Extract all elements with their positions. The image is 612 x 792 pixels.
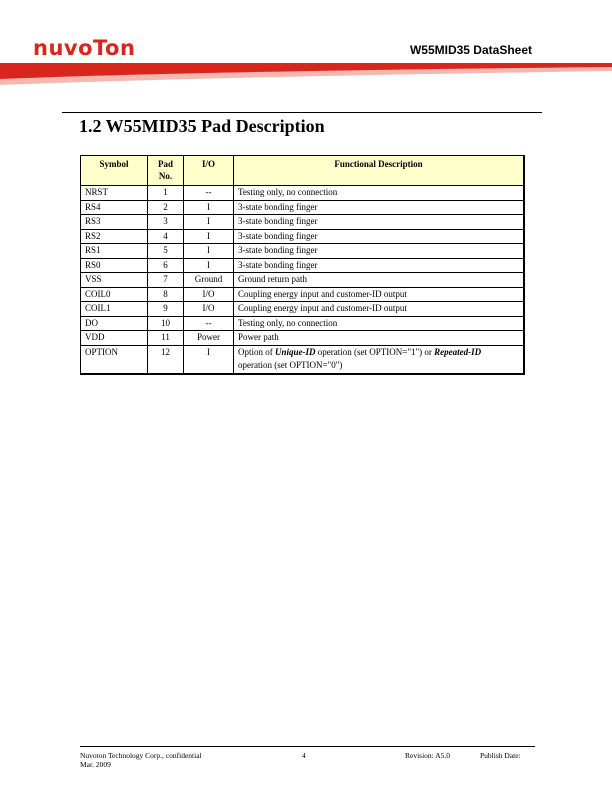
desc-repeated-id: Repeated-ID <box>434 346 482 357</box>
cell-symbol: VDD <box>81 331 148 346</box>
table-row <box>81 229 525 244</box>
cell-symbol: RS3 <box>81 215 148 230</box>
cell-symbol: RS4 <box>81 200 148 215</box>
header-pad-line1: Pad <box>157 159 173 169</box>
cell-description: Ground return path <box>234 273 525 288</box>
table-row-option <box>81 345 525 374</box>
cell-symbol: DO <box>81 316 148 331</box>
table-row <box>81 331 525 346</box>
cell-description: Power path <box>234 331 525 346</box>
table-header-row <box>81 156 525 186</box>
table-row <box>81 244 525 259</box>
footer-date: Mar. 2009 <box>80 760 111 769</box>
cell-pad: 2 <box>148 200 184 215</box>
desc-unique-id: Unique-ID <box>275 346 316 357</box>
table-row <box>81 302 525 317</box>
footer-company: Nuvoton Technology Corp., confidential <box>80 751 202 760</box>
cell-pad: 12 <box>148 345 184 374</box>
cell-io: I <box>184 215 234 230</box>
cell-symbol: RS0 <box>81 258 148 273</box>
cell-pad: 7 <box>148 273 184 288</box>
cell-description: Coupling energy input and customer-ID output <box>234 287 525 302</box>
cell-io: I/O <box>184 302 234 317</box>
cell-symbol: VSS <box>81 273 148 288</box>
header-symbol: Symbol <box>81 156 148 186</box>
footer-publish-date: Publish Date: <box>480 751 521 760</box>
header-pad-line2: No. <box>158 171 173 181</box>
cell-pad: 3 <box>148 215 184 230</box>
table-row <box>81 287 525 302</box>
desc-text-1: Option of <box>238 346 275 357</box>
cell-pad: 5 <box>148 244 184 259</box>
cell-description: 3-state bonding finger <box>234 244 525 259</box>
cell-pad: 6 <box>148 258 184 273</box>
cell-io: I <box>184 258 234 273</box>
cell-description <box>234 345 525 374</box>
cell-io: Ground <box>184 273 234 288</box>
pad-description-table <box>80 155 525 375</box>
table-row <box>81 215 525 230</box>
nuvoton-logo: nuvoTon <box>33 36 136 60</box>
table-row <box>81 186 525 201</box>
cell-symbol: NRST <box>81 186 148 201</box>
cell-io: I <box>184 345 234 374</box>
cell-pad: 8 <box>148 287 184 302</box>
table-row <box>81 200 525 215</box>
cell-description: 3-state bonding finger <box>234 258 525 273</box>
header-functional-description: Functional Description <box>234 156 525 186</box>
table-row <box>81 316 525 331</box>
cell-pad: 10 <box>148 316 184 331</box>
footer-page-number: 4 <box>302 751 306 760</box>
cell-io: I <box>184 200 234 215</box>
cell-io: I <box>184 229 234 244</box>
table-row <box>81 258 525 273</box>
section-rule <box>62 112 542 113</box>
cell-description: 3-state bonding finger <box>234 200 525 215</box>
desc-text-3: operation (set OPTION="0") <box>238 359 343 370</box>
cell-pad: 1 <box>148 186 184 201</box>
cell-io: -- <box>184 316 234 331</box>
cell-description: Testing only, no connection <box>234 316 525 331</box>
cell-symbol: COIL1 <box>81 302 148 317</box>
cell-description: Coupling energy input and customer-ID output <box>234 302 525 317</box>
table-body <box>81 186 525 374</box>
cell-io: I/O <box>184 287 234 302</box>
document-title: W55MID35 DataSheet <box>409 43 532 57</box>
cell-pad: 11 <box>148 331 184 346</box>
header-band <box>0 61 612 85</box>
footer-revision: Revision: A5.0 <box>405 751 451 760</box>
cell-io: Power <box>184 331 234 346</box>
header-pad-no <box>148 156 184 186</box>
footer-rule <box>80 746 535 747</box>
desc-text-2: operation (set OPTION="1") or <box>315 346 435 357</box>
footer-company-block <box>80 751 202 769</box>
cell-symbol: RS1 <box>81 244 148 259</box>
cell-symbol: RS2 <box>81 229 148 244</box>
section-heading: 1.2 W55MID35 Pad Description <box>79 116 325 136</box>
cell-symbol: OPTION <box>81 345 148 374</box>
cell-description: Testing only, no connection <box>234 186 525 201</box>
cell-pad: 9 <box>148 302 184 317</box>
cell-io: I <box>184 244 234 259</box>
cell-io: -- <box>184 186 234 201</box>
cell-symbol: COIL0 <box>81 287 148 302</box>
cell-description: 3-state bonding finger <box>234 229 525 244</box>
table-row <box>81 273 525 288</box>
cell-description: 3-state bonding finger <box>234 215 525 230</box>
cell-pad: 4 <box>148 229 184 244</box>
header-io: I/O <box>184 156 234 186</box>
